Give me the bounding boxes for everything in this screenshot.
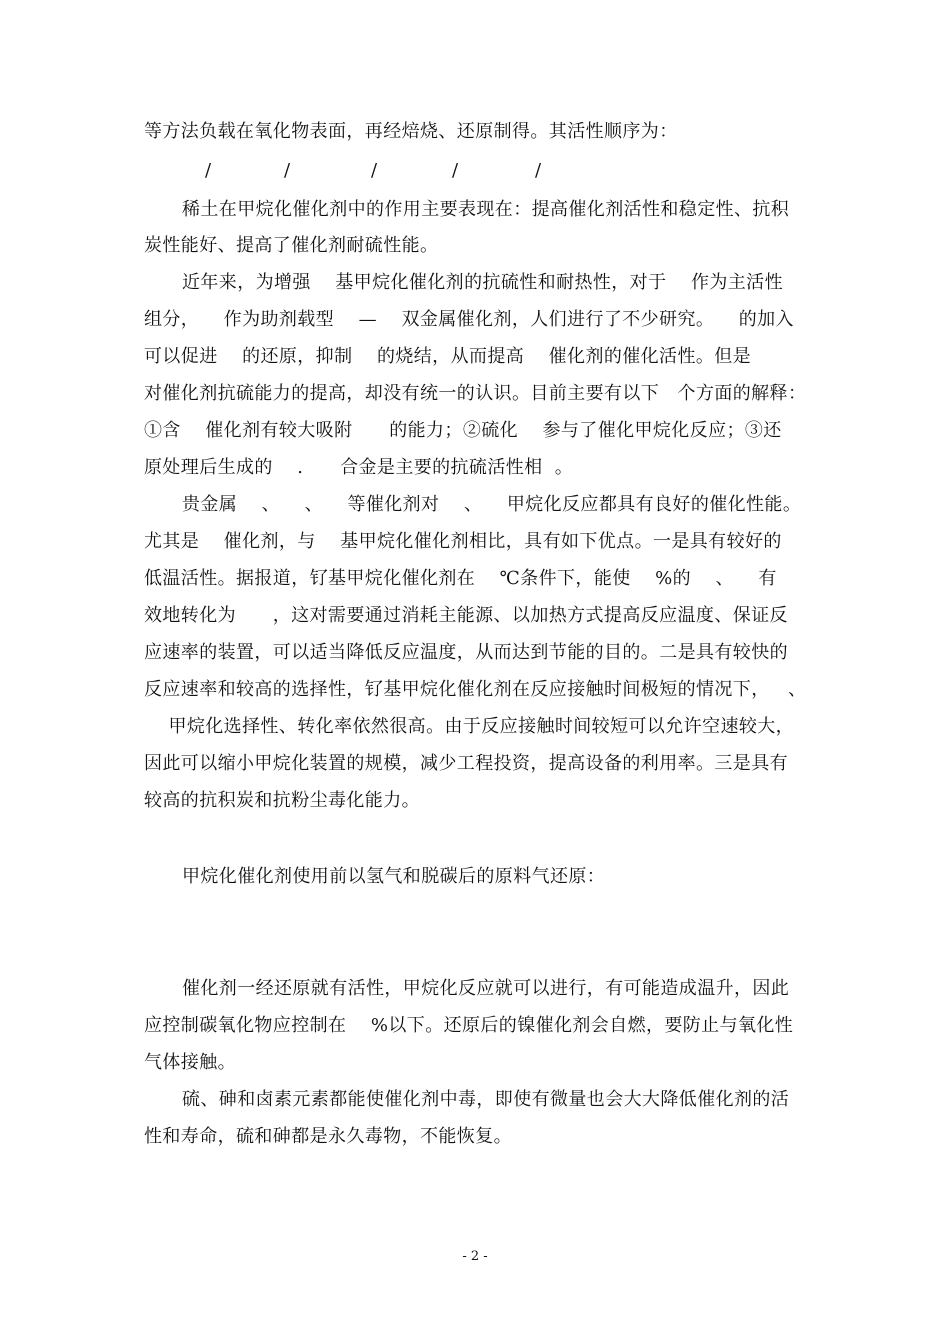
- page-number: - 2 -: [462, 1249, 488, 1264]
- activity-order-separator: /: [205, 160, 212, 181]
- paragraph-line: 较高的抗积炭和抗粉尘毒化能力。: [144, 790, 420, 811]
- paragraph-line: 反应速率和较高的选择性，钌基甲烷化催化剂在反应接触时间极短的情况下， 、: [144, 679, 807, 700]
- paragraph-line: 原处理后生成的 . 合金是主要的抗硫活性相 。: [144, 457, 574, 478]
- paragraph-line: 因此可以缩小甲烷化装置的规模，减少工程投资，提高设备的利用率。三是具有: [144, 753, 788, 774]
- paragraph-line: 催化剂一经还原就有活性，甲烷化反应就可以进行，有可能造成温升，因此: [182, 978, 790, 999]
- paragraph-line: 甲烷化选择性、转化率依然很高。由于反应接触时间较短可以允许空速较大，: [144, 716, 795, 737]
- activity-order-separator: /: [371, 160, 378, 181]
- paragraph-line: 硫、砷和卤素元素都能使催化剂中毒，即使有微量也会大大降低催化剂的活: [182, 1089, 790, 1110]
- paragraph-line: 近年来，为增强 基甲烷化催化剂的抗硫性和耐热性，对于 作为主活性: [182, 272, 783, 293]
- activity-order-separator: /: [535, 160, 542, 181]
- paragraph-line: 贵金属 、 、 等催化剂对 、 甲烷化反应都具有良好的催化性能。: [182, 494, 802, 515]
- paragraph-line: 尤其是 催化剂，与 基甲烷化催化剂相比，具有如下优点。一是具有较好的: [144, 531, 782, 552]
- paragraph-line: 可以促进 的还原，抑制 的烧结，从而提高 催化剂的催化活性。但是: [144, 346, 752, 367]
- paragraph-line: 气体接触。: [144, 1052, 236, 1073]
- paragraph-line: 性和寿命，硫和砷都是永久毒物，不能恢复。: [144, 1126, 512, 1147]
- paragraph-line: 低温活性。据报道，钌基甲烷化催化剂在 ℃条件下，能使 %的 、 有: [144, 568, 777, 589]
- paragraph-line: 稀土在甲烷化催化剂中的作用主要表现在：提高催化剂活性和稳定性、抗积: [182, 199, 790, 220]
- paragraph-line: 甲烷化催化剂使用前以氢气和脱碳后的原料气还原：: [182, 866, 606, 887]
- paragraph-line: 对催化剂抗硫能力的提高，却没有统一的认识。目前主要有以下 个方面的解释：: [144, 383, 807, 404]
- paragraph-line: 效地转化为 ，这对需要通过消耗主能源、以加热方式提高反应温度、保证反: [144, 605, 788, 626]
- paragraph-line: 应控制碳氧化物应控制在 %以下。还原后的镍催化剂会自燃，要防止与氧化性: [144, 1015, 794, 1036]
- paragraph-line: 应速率的装置，可以适当降低反应温度，从而达到节能的目的。二是具有较快的: [144, 642, 788, 663]
- paragraph-line: ①含 催化剂有较大吸附 的能力；②硫化 参与了催化甲烷化反应；③还: [144, 420, 782, 441]
- activity-order-separator: /: [452, 160, 459, 181]
- paragraph-line: 等方法负载在氧化物表面，再经焙烧、还原制得。其活性顺序为：: [144, 121, 678, 142]
- paragraph-line: 炭性能好、提高了催化剂耐硫性能。: [144, 235, 439, 256]
- activity-order-separator: /: [284, 160, 291, 181]
- paragraph-line: 组分， 作为助剂载型 — 双金属催化剂，人们进行了不少研究。 的加入: [144, 309, 794, 330]
